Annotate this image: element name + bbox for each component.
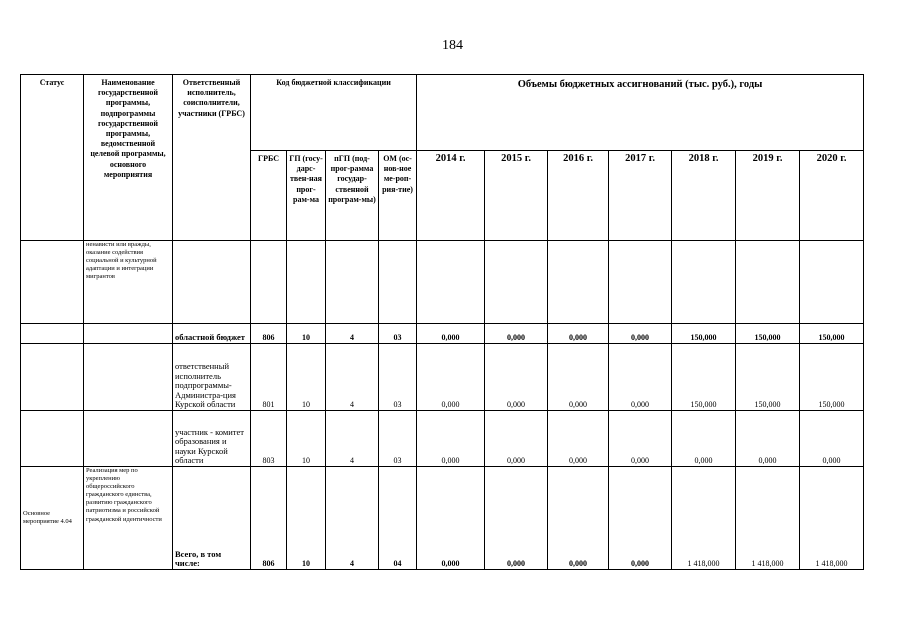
table-row xyxy=(21,411,864,467)
cell-value xyxy=(609,241,672,324)
cell-grbs: 801 xyxy=(251,344,287,411)
cell-pgp: 4 xyxy=(326,344,379,411)
table-header xyxy=(21,75,864,241)
cell-value: 0,000 xyxy=(548,324,609,344)
cell-status xyxy=(21,324,84,344)
header-om: ОМ (ос-нов-ное ме-роп-рия-тие) xyxy=(379,151,417,241)
cell-status: Основное мероприятие 4.04 xyxy=(21,467,84,570)
cell-value: 150,000 xyxy=(800,344,864,411)
header-year: 2020 г. xyxy=(800,151,864,241)
cell-om: 04 xyxy=(379,467,417,570)
cell-value: 0,000 xyxy=(417,324,485,344)
header-year: 2019 г. xyxy=(736,151,800,241)
page-number: 184 xyxy=(442,38,463,53)
cell-value: 0,000 xyxy=(736,411,800,467)
header-gp: ГП (госу-дарс-твен-ная прог-рам-ма xyxy=(287,151,326,241)
cell-value: 0,000 xyxy=(800,411,864,467)
cell-value xyxy=(485,241,548,324)
table-row xyxy=(21,241,864,324)
cell-value: 0,000 xyxy=(672,411,736,467)
cell-value: 150,000 xyxy=(672,324,736,344)
cell-pgp xyxy=(326,241,379,324)
cell-executor: Всего, в том числе: xyxy=(173,467,251,570)
cell-om: 03 xyxy=(379,344,417,411)
cell-value: 0,000 xyxy=(417,467,485,570)
cell-value: 0,000 xyxy=(417,411,485,467)
cell-value xyxy=(548,241,609,324)
cell-value xyxy=(672,241,736,324)
header-budget-code: Код бюджетной классификации xyxy=(251,75,417,151)
table-row xyxy=(21,324,864,344)
cell-executor: областной бюджет xyxy=(173,324,251,344)
cell-status xyxy=(21,241,84,324)
cell-grbs: 803 xyxy=(251,411,287,467)
cell-value: 0,000 xyxy=(609,467,672,570)
cell-value: 0,000 xyxy=(548,467,609,570)
header-program-name: Наименование государственной программы, подпрограммы государственной программы, ведомственной целевой программы, основного мероприятия xyxy=(84,75,173,241)
cell-gp: 10 xyxy=(287,467,326,570)
header-grbs: ГРБС xyxy=(251,151,287,241)
cell-program-name xyxy=(84,324,173,344)
cell-value: 0,000 xyxy=(548,411,609,467)
header-year: 2017 г. xyxy=(609,151,672,241)
cell-executor: ответственный исполнитель подпрограммы- Администра-ция Курской области xyxy=(173,344,251,411)
cell-om xyxy=(379,241,417,324)
cell-om: 03 xyxy=(379,411,417,467)
cell-program-name xyxy=(84,411,173,467)
cell-value: 0,000 xyxy=(609,411,672,467)
table-row xyxy=(21,467,864,570)
cell-value: 0,000 xyxy=(417,344,485,411)
header-year: 2015 г. xyxy=(485,151,548,241)
cell-value xyxy=(417,241,485,324)
cell-status xyxy=(21,344,84,411)
cell-executor xyxy=(173,241,251,324)
cell-value: 0,000 xyxy=(609,344,672,411)
cell-grbs: 806 xyxy=(251,467,287,570)
cell-gp: 10 xyxy=(287,324,326,344)
cell-grbs xyxy=(251,241,287,324)
cell-program-name: Реализация мер по укреплению общероссийского гражданского единства, развитию гражданского патриотизма и российской гражданской идентичности xyxy=(84,467,173,570)
cell-program-name: ненависти или вражды, оказание содействия социальной и культурной адаптации и интеграции мигрантов xyxy=(84,241,173,324)
cell-value: 1 418,000 xyxy=(736,467,800,570)
cell-pgp: 4 xyxy=(326,324,379,344)
cell-value: 0,000 xyxy=(485,324,548,344)
cell-pgp: 4 xyxy=(326,411,379,467)
cell-gp xyxy=(287,241,326,324)
header-executor: Ответственный исполнитель, соисполнители, участники (ГРБС) xyxy=(173,75,251,241)
cell-grbs: 806 xyxy=(251,324,287,344)
cell-value: 150,000 xyxy=(672,344,736,411)
cell-value xyxy=(736,241,800,324)
header-allocations: Объемы бюджетных ассигнований (тыс. руб.), годы xyxy=(417,75,864,151)
cell-value: 150,000 xyxy=(736,324,800,344)
cell-value: 0,000 xyxy=(485,411,548,467)
cell-program-name xyxy=(84,344,173,411)
header-year: 2014 г. xyxy=(417,151,485,241)
cell-value: 150,000 xyxy=(736,344,800,411)
cell-value: 0,000 xyxy=(548,344,609,411)
cell-value: 1 418,000 xyxy=(800,467,864,570)
cell-status xyxy=(21,411,84,467)
cell-value xyxy=(800,241,864,324)
cell-gp: 10 xyxy=(287,411,326,467)
cell-gp: 10 xyxy=(287,344,326,411)
table-row xyxy=(21,344,864,411)
cell-value: 0,000 xyxy=(485,344,548,411)
cell-value: 150,000 xyxy=(800,324,864,344)
header-pgp: пГП (под-прог-рамма государ-ственной програм-мы) xyxy=(326,151,379,241)
cell-value: 1 418,000 xyxy=(672,467,736,570)
header-status: Статус xyxy=(21,75,84,241)
cell-om: 03 xyxy=(379,324,417,344)
budget-table xyxy=(20,74,864,570)
cell-value: 0,000 xyxy=(609,324,672,344)
cell-executor: участник - комитет образования и науки Курской области xyxy=(173,411,251,467)
cell-pgp: 4 xyxy=(326,467,379,570)
cell-value: 0,000 xyxy=(485,467,548,570)
header-year: 2018 г. xyxy=(672,151,736,241)
header-year: 2016 г. xyxy=(548,151,609,241)
